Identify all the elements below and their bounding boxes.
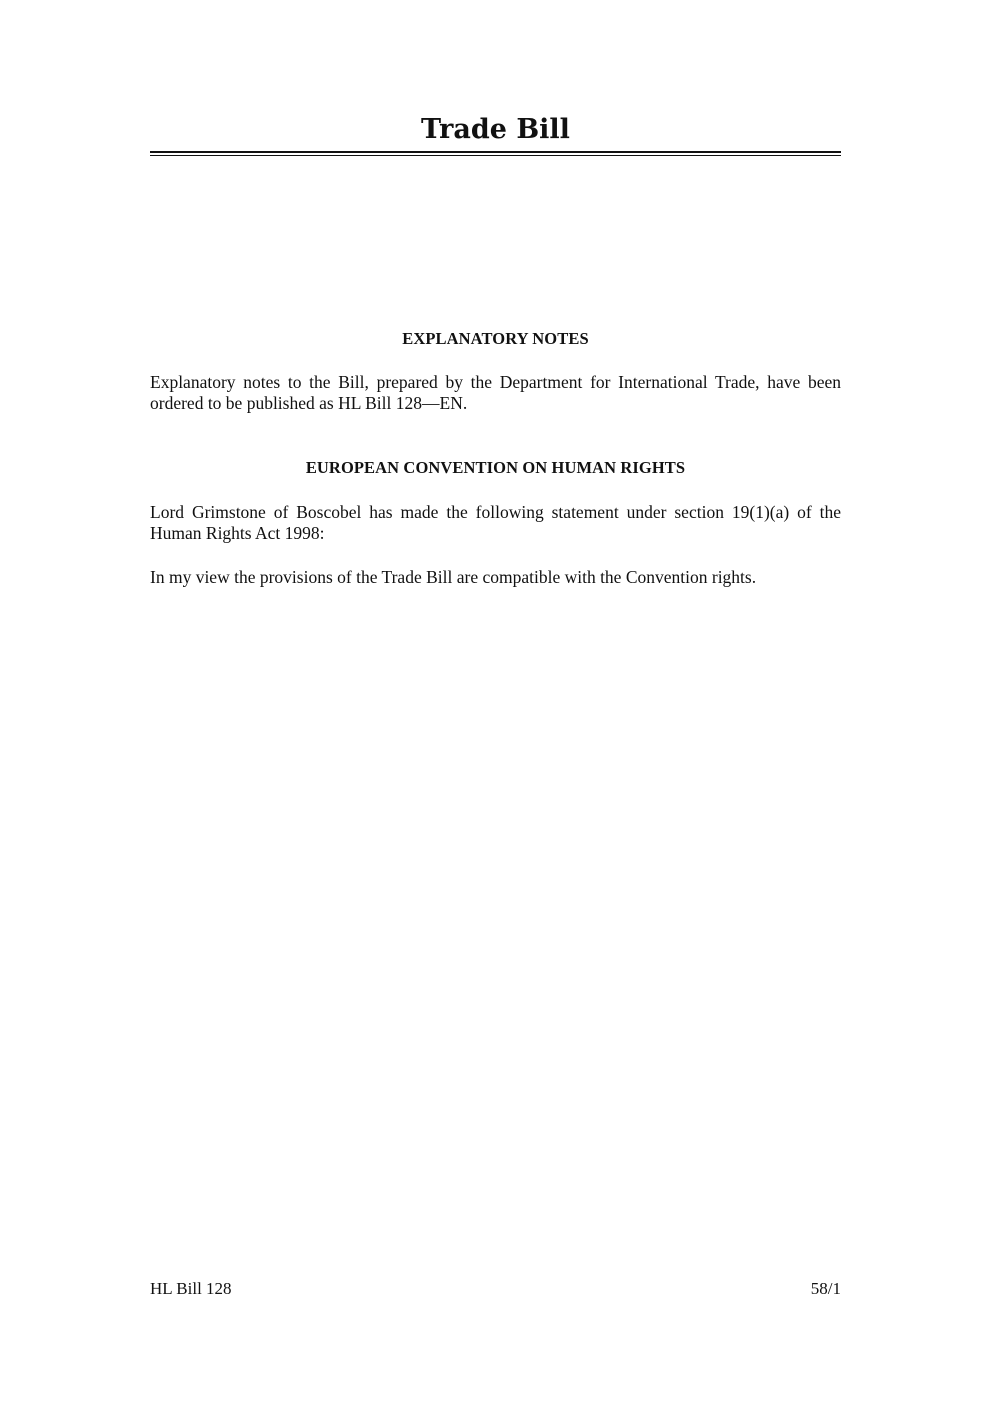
echr-view-paragraph: In my view the provisions of the Trade Bill are compatible with the Convention rights. [150, 567, 757, 587]
section-heading-explanatory-notes: EXPLANATORY NOTES [402, 329, 589, 348]
explanatory-notes-paragraph: Explanatory notes to the Bill, prepared by the Department for International Trade, have been ordered to be published as HL Bill 128—EN. [150, 372, 841, 413]
section-heading-echr: EUROPEAN CONVENTION ON HUMAN RIGHTS [305, 458, 686, 477]
title-rule-top [150, 151, 841, 153]
title-rule-bottom [150, 155, 841, 156]
footer-page-code: 58/1 [810, 1279, 841, 1298]
footer-bill-reference: HL Bill 128 [150, 1279, 232, 1298]
document-title: Trade Bill [421, 114, 570, 145]
echr-statement-paragraph: Lord Grimstone of Boscobel has made the following statement under section 19(1)(a) of the Human Rights Act 1998: [150, 502, 841, 543]
